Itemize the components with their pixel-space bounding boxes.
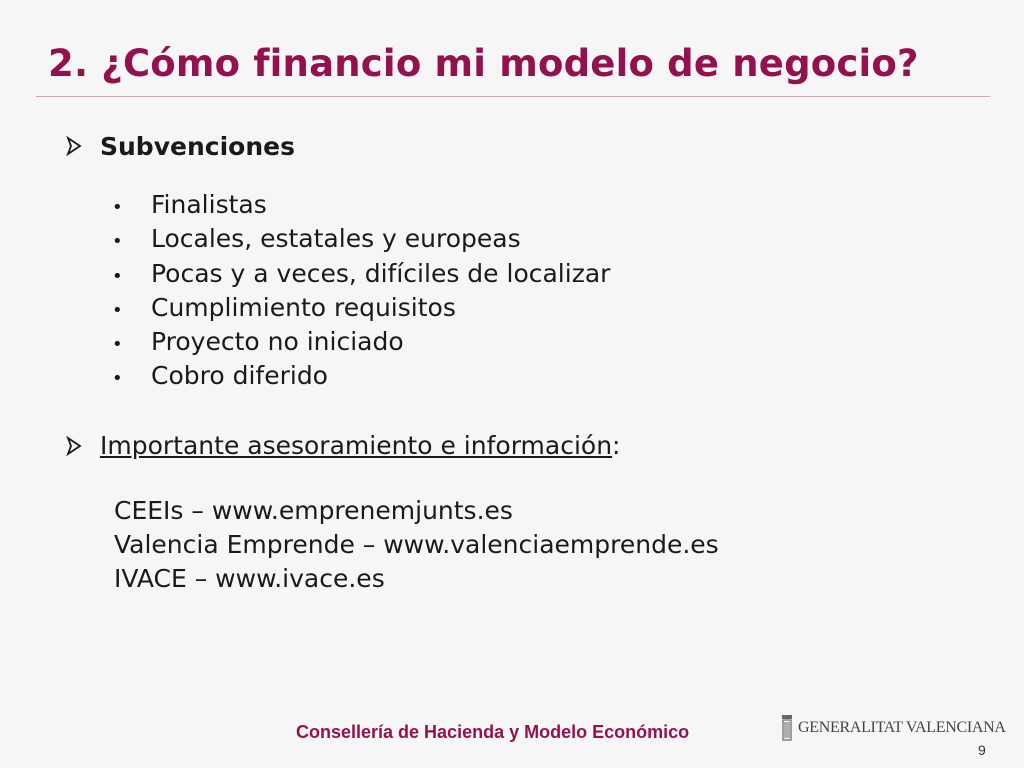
bullet-dot-icon: • [112, 231, 123, 253]
slide-content [64, 128, 964, 598]
bullet-dot-icon: • [112, 265, 123, 287]
list-item-text: Proyecto no iniciado [151, 327, 404, 357]
arrow-bullet-icon [64, 436, 88, 456]
resource-line: CEEIs – www.emprenemjunts.es [114, 495, 513, 525]
list-item-text: Pocas y a veces, difíciles de localizar [151, 258, 611, 288]
crest-icon [780, 714, 794, 742]
list-item [112, 190, 964, 224]
logo-text: GENERALITAT VALENCIANA [798, 719, 1006, 736]
section-asesoramiento [64, 428, 964, 464]
list-item [112, 259, 964, 293]
section-subvenciones [64, 128, 964, 164]
slide-title: 2. ¿Cómo financio mi modelo de negocio? [48, 42, 919, 85]
list-item-text: Finalistas [151, 190, 267, 219]
resource-list [114, 496, 964, 598]
list-item [112, 361, 964, 395]
heading-colon: : [612, 431, 621, 461]
list-item [112, 224, 964, 258]
footer-department: Consellería de Hacienda y Modelo Económico [296, 722, 690, 742]
bullet-dot-icon: • [112, 368, 123, 390]
section-heading: Subvenciones [100, 131, 295, 161]
list-item-text: Cobro diferido [151, 361, 328, 391]
page-number: 9 [978, 742, 986, 758]
bullet-dot-icon: • [112, 334, 123, 356]
section-heading: Importante asesoramiento e información [100, 431, 613, 461]
list-item-text: Locales, estatales y europeas [151, 224, 521, 254]
subvenciones-list [64, 190, 964, 396]
list-item-text: Cumplimiento requisitos [151, 292, 456, 322]
title-divider [36, 96, 990, 97]
list-item [112, 293, 964, 327]
resource-line: IVACE – www.ivace.es [114, 563, 385, 593]
arrow-bullet-icon [64, 136, 88, 156]
bullet-dot-icon: • [112, 299, 123, 321]
generalitat-logo [780, 714, 1006, 742]
list-item [112, 327, 964, 361]
resource-line: Valencia Emprende – www.valenciaemprende.es [114, 529, 719, 559]
bullet-dot-icon: • [112, 197, 123, 218]
